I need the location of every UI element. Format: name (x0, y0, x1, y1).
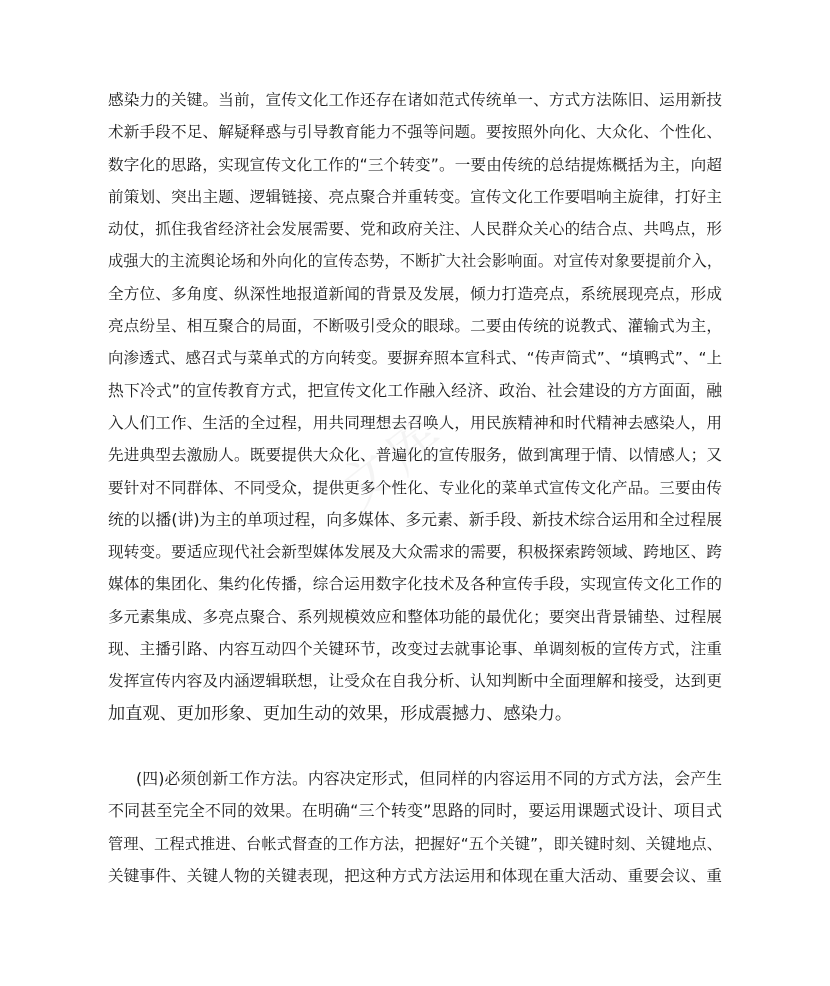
text-line: 入人们工作、生活的全过程，用共同理想去召唤人，用民族精神和时代精神去感染人，用 (108, 413, 722, 432)
text-line: 不同甚至完全不同的效果。在明确“三个转变”思路的同时，要运用课题式设计、项目式 (108, 801, 722, 821)
text-line: 发挥宣传内容及内涵逻辑联想，让受众在自我分析、认知判断中全面理解和接受，达到更 (108, 672, 722, 691)
text-line: 向渗透式、感召式与菜单式的方向转变。要摒弃照本宣科式、“传声筒式”、“填鸭式”、“上 (108, 349, 722, 368)
text-line: 术新手段不足、解疑释惑与引导教育能力不强等问题。要按照外向化、大众化、个性化、 (108, 123, 722, 142)
text-line: 感染力的关键。当前，宣传文化工作还存在诸如范式传统单一、方式方法陈旧、运用新技 (108, 91, 722, 109)
text-line: 要针对不同群体、不同受众，提供更多个性化、专业化的菜单式宣传文化产品。三要由传 (108, 478, 722, 497)
text-line: 关键事件、关键人物的关键表现，把这种方式方法运用和体现在重大活动、重要会议、重 (108, 866, 722, 885)
paragraph-1 (108, 84, 722, 730)
text-line: 成强大的主流舆论场和外向化的宣传态势，不断扩大社会影响面。对宣传对象要提前介入， (108, 252, 722, 271)
text-line: 管理、工程式推进、台帐式督查的工作方法，把握好“五个关键”，即关键时刻、关键地点、 (108, 834, 722, 853)
text-line: 现、主播引路、内容互动四个关键环节，改变过去就事论事、单调刻板的宣传方式，注重 (108, 640, 722, 659)
paragraph-2 (108, 763, 722, 892)
text-line: 亮点纷呈、相互聚合的局面，不断吸引受众的眼球。二要由传统的说教式、灌输式为主， (108, 317, 722, 336)
text-line: 动仗，抓住我省经济社会发展需要、党和政府关注、人民群众关心的结合点、共鸣点，形 (108, 220, 722, 239)
paragraph-heading-line: (四)必须创新工作方法。内容决定形式，但同样的内容运用不同的方式方法，会产生 (136, 769, 722, 788)
text-line: 全方位、多角度、纵深性地报道新闻的背景及发展，倾力打造亮点，系统展现亮点，形成 (108, 284, 722, 303)
text-line: 多元素集成、多亮点聚合、系列规模效应和整体功能的最优化；要突出背景铺垫、过程展 (108, 607, 722, 626)
text-line: 数字化的思路，实现宣传文化工作的“三个转变”。一要由传统的总结提炼概括为主，向超 (108, 155, 722, 174)
text-line: 先进典型去激励人。既要提供大众化、普遍化的宣传服务，做到寓理于情、以情感人；又 (108, 446, 722, 465)
text-line: 统的以播(讲)为主的单项过程，向多媒体、多元素、新手段、新技术综合运用和全过程展 (108, 509, 722, 529)
text-line: 媒体的集团化、集约化传播，综合运用数字化技术及各种宣传手段，实现宣传文化工作的 (108, 575, 722, 594)
text-line: 热下冷式”的宣传教育方式，把宣传文化工作融入经济、政治、社会建设的方方面面，融 (108, 380, 722, 400)
text-line: 现转变。要适应现代社会新型媒体发展及大众需求的需要，积极探索跨领域、跨地区、跨 (108, 543, 722, 562)
text-line: 加直观、更加形象、更加生动的效果，形成震撼力、感染力。 (108, 703, 573, 724)
text-line: 前策划、突出主题、逻辑链接、亮点聚合并重转变。宣传文化工作要唱响主旋律，打好主 (108, 187, 722, 206)
